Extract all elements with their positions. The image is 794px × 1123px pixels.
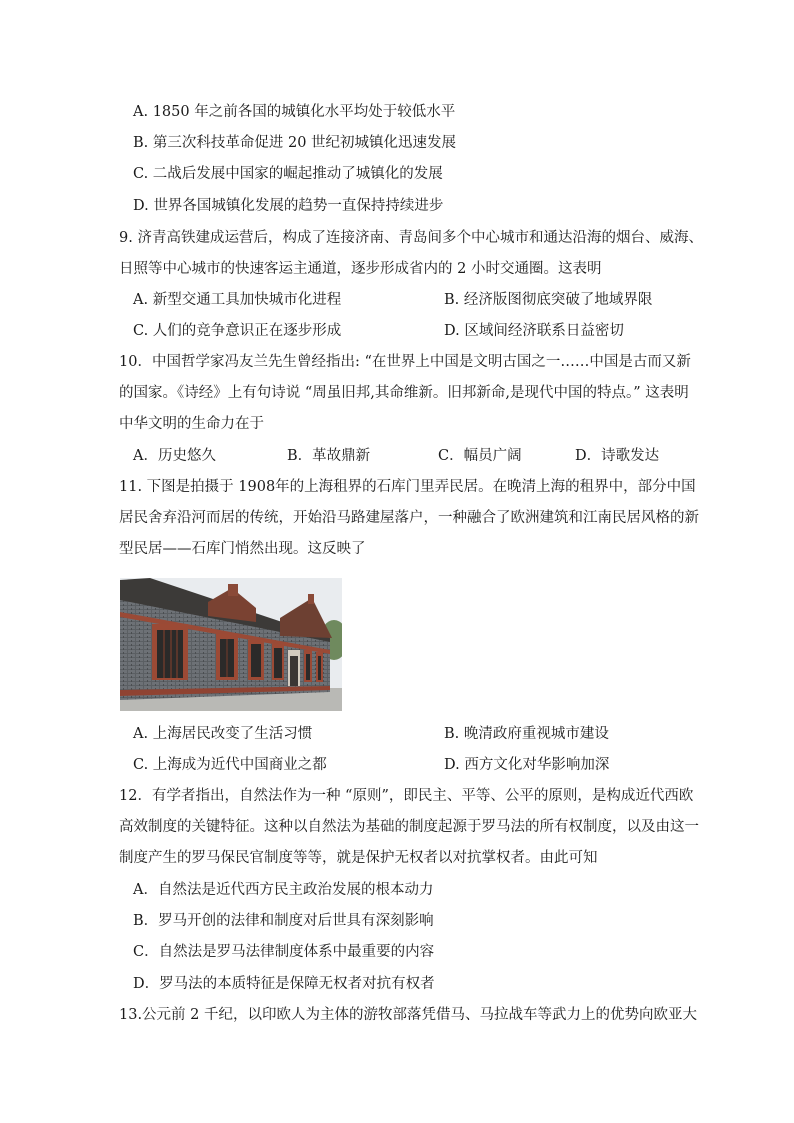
q10-stem-line-2: 的国家。《诗经》上有句诗说 “周虽旧邦,其命维新。旧邦新命,是现代中国的特点。” 这表明 — [119, 385, 689, 401]
q11-stem-line-2: 居民舍弃沿河而居的传统，开始沿马路建屋落户，一种融合了欧洲建筑和江南民居风格的新 — [119, 510, 699, 526]
q11-stem-line-3: 型民居——石库门悄然出现。这反映了 — [119, 541, 366, 557]
q8-option-a: A. 1850 年之前各国的城镇化水平均处于较低水平 — [133, 104, 456, 120]
q9-option-a: A. 新型交通工具加快城市化进程 — [133, 292, 342, 308]
q10-stem-line-1: 10．中国哲学家冯友兰先生曾经指出: “在世界上中国是文明古国之一……中国是古而又新 — [119, 354, 691, 370]
q11-option-a: A. 上海居民改变了生活习惯 — [133, 726, 313, 742]
q11-option-b: B. 晚清政府重视城市建设 — [444, 726, 609, 742]
q9-stem-line-1: 9. 济青高铁建成运营后，构成了连接济南、青岛间多个中心城市和通达沿海的烟台、威海、 — [119, 230, 703, 246]
q12-stem-line-3: 制度产生的罗马保民官制度等等，就是保护无权者以对抗掌权者。由此可知 — [119, 850, 598, 866]
q10-option-b: B．革故鼎新 — [287, 448, 371, 464]
q11-option-c: C. 上海成为近代中国商业之都 — [133, 757, 327, 773]
shikumen-building-photo — [120, 578, 342, 711]
q12-stem-line-1: 12．有学者指出，自然法作为一种 “原则”，即民主、平等、公平的原则，是构成近代西欧 — [119, 788, 694, 804]
q9-option-d: D. 区域间经济联系日益密切 — [444, 323, 624, 339]
q12-option-b: B．罗马开创的法律和制度对后世具有深刻影响 — [133, 913, 434, 929]
q13-stem-line-1: 13.公元前 2 千纪，以印欧人为主体的游牧部落凭借马、马拉战车等武力上的优势向欧亚大 — [119, 1007, 697, 1023]
q8-option-d: D. 世界各国城镇化发展的趋势一直保持持续进步 — [133, 198, 444, 214]
q10-stem-line-3: 中华文明的生命力在于 — [119, 416, 264, 432]
q12-option-c: C．自然法是罗马法律制度体系中最重要的内容 — [133, 944, 435, 960]
q11-option-d: D. 西方文化对华影响加深 — [444, 757, 610, 773]
q12-option-d: D．罗马法的本质特征是保障无权者对抗有权者 — [133, 976, 435, 992]
q9-option-c: C. 人们的竞争意识正在逐步形成 — [133, 323, 342, 339]
q12-option-a: A．自然法是近代西方民主政治发展的根本动力 — [133, 882, 434, 898]
q12-stem-line-2: 高效制度的关键特征。这种以自然法为基础的制度起源于罗马法的所有权制度，以及由这一 — [119, 819, 699, 835]
q10-option-d: D．诗歌发达 — [575, 448, 660, 464]
q9-option-b: B. 经济版图彻底突破了地域界限 — [444, 292, 653, 308]
q8-option-b: B. 第三次科技革命促进 20 世纪初城镇化迅速发展 — [133, 135, 457, 151]
q10-option-c: C．幅员广阔 — [438, 448, 522, 464]
q9-stem-line-2: 日照等中心城市的快速客运主通道，逐步形成省内的 2 小时交通圈。这表明 — [119, 261, 602, 277]
q11-stem-line-1: 11. 下图是拍摄于 1908年的上海租界的石库门里弄民居。在晚清上海的租界中，部分中国 — [119, 479, 696, 495]
q8-option-c: C. 二战后发展中国家的崛起推动了城镇化的发展 — [133, 166, 443, 182]
q10-option-a: A．历史悠久 — [133, 448, 216, 464]
